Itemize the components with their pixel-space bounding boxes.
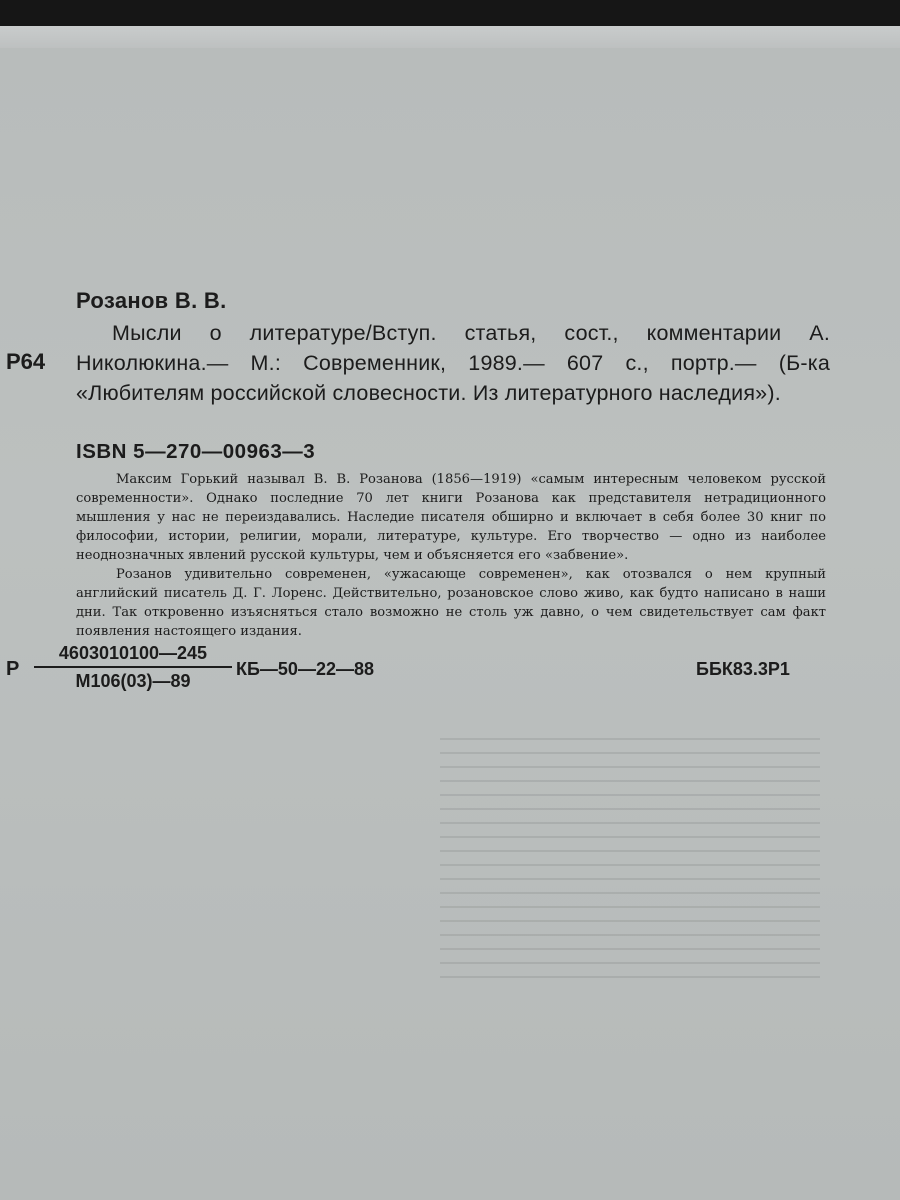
bbk-code: ББК83.3Р1 [696, 659, 790, 679]
classification-code: Р64 [6, 349, 46, 374]
index-fraction [34, 643, 232, 692]
annotation-paragraph: Максим Горький называл В. В. Розанова (1856—1919) «самым интересным человеком русской современности». Однако последние 70 лет книги Розанова как представителя нетрадиционного мышления у нас не переиздавались. Наследие писателя обширно и включает в себя более 30 книг по философии, истории, религии, морали, литературе, культуре. Его творчество — одно из наиболее неоднозначных явлений русской культуры, чем и объясняется его «забвение». [76, 472, 826, 563]
author-name: Розанов В. В. [76, 288, 227, 313]
show-through-text [440, 738, 820, 978]
annotation-paragraph: Розанов удивительно современен, «ужасающе современен», как отозвался о нем крупный английский писатель Д. Г. Лоренс. Действительно, розановское слово живо, как будто написано в наши дни. Так откровенно изъясняться стало возможно не столь уж давно, о чем свидетельствует сам факт появления настоящего издания. [76, 567, 826, 639]
bibliographic-description: Мысли о литературе/Вступ. статья, сост., комментарии А. Николюкина.— М.: Современник, 1989.— 607 с., портр.— (Б-ка «Любителям российской словесности. Из литературного наследия»). [76, 321, 830, 405]
index-prefix: Р [6, 658, 20, 680]
book-page [0, 48, 900, 1200]
isbn-number: ISBN 5—270—00963—3 [76, 440, 316, 463]
index-denominator: М106(03)—89 [75, 671, 191, 691]
annotation [76, 470, 826, 641]
index-numerator: 4603010100—245 [34, 643, 232, 668]
kb-code: КБ—50—22—88 [236, 659, 374, 679]
